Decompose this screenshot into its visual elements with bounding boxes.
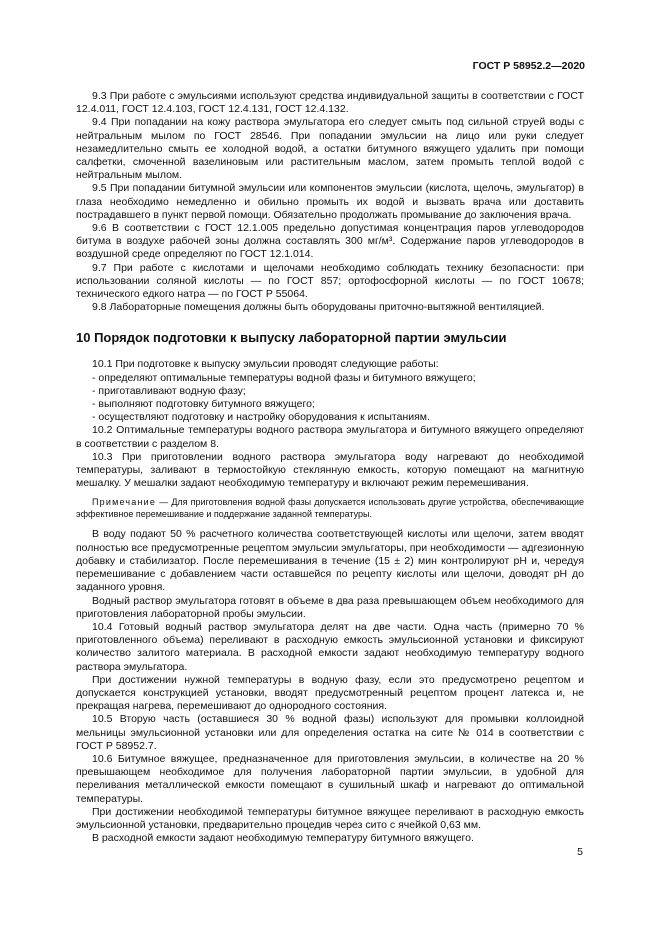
document-code-header: ГОСТ Р 58952.2—2020	[472, 60, 585, 72]
paragraph-bitumen-temperature: В расходной емкости задают необходимую температуру битумного вяжущего.	[92, 832, 474, 845]
note-text: — Для приготовления водной фазы допускается использовать другие устройства, обеспечивающие эффективное перемешивание и поддержание заданной температуры.	[76, 497, 584, 519]
paragraph-9-4: 9.4 При попадании на кожу раствора эмульгатора его следует смыть под сильной струей воды с нейтральным мылом по ГОСТ 28546. При попадании эмульсии на лицо или руки следует незамедлительно смыть ее холодной водой, а остатки битумного вяжущего удалить при помощи салфетки, смоченной вазелиновым или растительным маслом, затем промыть теплой водой с нейтральным мылом.	[76, 116, 584, 182]
list-item: - определяют оптимальные температуры водной фазы и битумного вяжущего;	[92, 371, 476, 384]
paragraph-10-3: 10.3 При приготовлении водного раствора эмульгатора воду нагревают до необходимой температуры, заливают в термостойкую стеклянную емкость, которую помещают на магнитную мешалку. У мешалки задают необходимую температуру и включают режим перемешивания.	[76, 450, 584, 490]
paragraph-10-2: 10.2 Оптимальные температуры водного раствора эмульгатора и битумного вяжущего определяют в соответствии с разделом 8.	[76, 424, 584, 450]
paragraph-10-1: 10.1 При подготовке к выпуску эмульсии проводят следующие работы:	[92, 358, 439, 371]
paragraph-9-5: 9.5 При попадании битумной эмульсии или компонентов эмульсии (кислота, щелочь, эмульгатор) в глаза необходимо немедленно и обильно промыть их водой и вызвать врача или доставить пострадавшего в пункт первой помощи. Обязательно продолжать промывание до заключения врача.	[76, 182, 584, 221]
paragraph-ph-adjust: В воду подают 50 % расчетного количества соответствующей кислоты или щелочи, затем вводят полностью все предусмотренные рецептом эмульсии эмульгаторы, при необходимости — адгезионную добавку и стабилизатор. После перемешивания в течение (15 ± 2) мин контролируют pH и, чередуя перемешивание с добавлением части оставшейся по рецепту кислоты или щелочи, доводят pH до заданного уровня.	[76, 528, 584, 594]
section-10-heading: 10 Порядок подготовки к выпуску лабораторной партии эмульсии	[76, 330, 507, 346]
paragraph-bitumen-transfer: При достижении необходимой температуры битумное вяжущее переливают в расходную емкость эмульсионной установки, предварительно процедив через сито с ячейкой 0,63 мм.	[76, 805, 584, 831]
paragraph-10-5: 10.5 Вторую часть (оставшиеся 30 % водной фазы) используют для промывки коллоидной мельницы эмульсионной установки или для определения остатка на сите № 014 в соответствии с ГОСТ Р 58952.7.	[76, 713, 584, 752]
paragraph-9-8: 9.8 Лабораторные помещения должны быть оборудованы приточно-вытяжной вентиляцией.	[92, 301, 545, 314]
note	[76, 497, 584, 520]
paragraph-volume: Водный раствор эмульгатора готовят в объеме в два раза превышающем объем необходимого для приготовления лабораторной пробы эмульсии.	[76, 594, 584, 620]
page-content	[76, 90, 584, 845]
note-label: Примечание	[92, 497, 157, 508]
list-item: - приготавливают водную фазу;	[92, 384, 246, 397]
list-item: - осуществляют подготовку и настройку оборудования к испытаниям.	[92, 411, 430, 424]
paragraph-9-7: 9.7 При работе с кислотами и щелочами необходимо соблюдать технику безопасности: при использовании соляной кислоты — по ГОСТ 857; ортофосфорной кислоты — по ГОСТ 10678; технического едкого натра — по ГОСТ Р 55064.	[76, 261, 584, 301]
list-item: - выполняют подготовку битумного вяжущего;	[92, 398, 315, 411]
paragraph-10-4: 10.4 Готовый водный раствор эмульгатора делят на две части. Одна часть (примерно 70 % приготовленного объема) переливают в расходную емкость эмульсионной установки и фиксируют количество залитого материала. В расходной емкости задают необходимую температуру водного раствора эмульгатора.	[76, 620, 584, 673]
paragraph-latex: При достижении нужной температуры в водную фазу, если это предусмотрено рецептом и допускается конструкцией установки, вводят предусмотренный рецептом процент латекса и, не прекращая нагрева, перемешивают до однородного состояния.	[76, 673, 584, 713]
paragraph-10-6: 10.6 Битумное вяжущее, предназначенное для приготовления эмульсии, в количестве на 20 % превышающем необходимое для получения лабораторной партии эмульсии, в удобной для переливания металлической емкости помещают в сушильный шкаф и нагревают до оптимальной температуры.	[76, 752, 584, 805]
paragraph-9-3: 9.3 При работе с эмульсиями используют средства индивидуальной защиты в соответствии с ГОСТ 12.4.011, ГОСТ 12.4.103, ГОСТ 12.4.131, ГОСТ 12.4.132.	[76, 90, 584, 116]
page-number: 5	[577, 846, 583, 858]
work-list	[76, 372, 584, 425]
paragraph-9-6: 9.6 В соответствии с ГОСТ 12.1.005 предельно допустимая концентрация паров углеводородов битума в воздухе рабочей зоны должна составлять 300 мг/м³. Содержание паров углеводородов в воздушной среде определяют по ГОСТ 12.1.014.	[76, 222, 584, 261]
